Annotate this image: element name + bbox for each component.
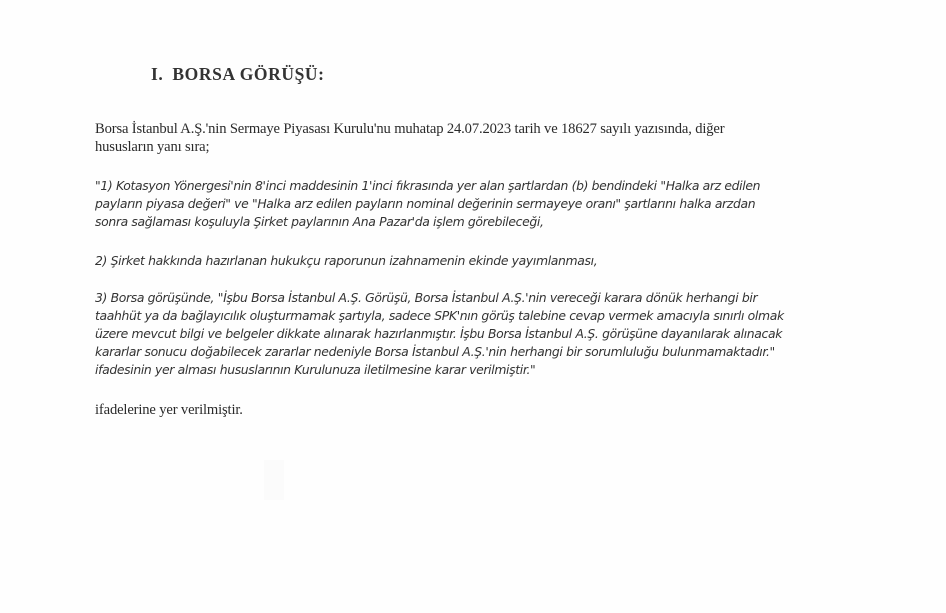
scan-artifact — [264, 460, 284, 500]
item-1-line-3: sonra sağlaması koşuluyla Şirket paylarının Ana Pazar'da işlem görebileceği, — [95, 214, 544, 229]
item-2-line-1: 2) Şirket hakkında hazırlanan hukukçu raporunun izahnamenin ekinde yayımlanması, — [95, 253, 598, 268]
item-3-line-1: 3) Borsa görüşünde, "İşbu Borsa İstanbul A.Ş. Görüşü, Borsa İstanbul A.Ş.'nin vereceği karara dönük herhangi bir — [95, 290, 758, 305]
item-1-line-1: "1) Kotasyon Yönergesi'nin 8'inci maddesinin 1'inci fıkrasında yer alan şartlardan (b) bendindeki "Halka arz edilen — [95, 178, 761, 193]
section-title: BORSA GÖRÜŞÜ: — [172, 64, 325, 84]
intro-line-1: Borsa İstanbul A.Ş.'nin Sermaye Piyasası Kurulu'nu muhatap 24.07.2023 tarih ve 18627 sayılı yazısında, diğer — [95, 121, 725, 137]
item-3-line-5: ifadesinin yer alması hususlarının Kurulunuza iletilmesine karar verilmiştir." — [95, 362, 536, 377]
section-heading — [151, 64, 325, 85]
intro-line-2: hususların yanı sıra; — [95, 139, 210, 155]
section-number: I. — [151, 64, 164, 84]
item-1-line-2: payların piyasa değeri" ve "Halka arz edilen payların nominal değerinin sermayeye oranı" şartlarını halka arzdan — [95, 196, 756, 211]
closing-line: ifadelerine yer verilmiştir. — [95, 402, 243, 418]
item-3-line-4: kararlar sonucu doğabilecek zararlar nedeniyle Borsa İstanbul A.Ş.'nin herhangi bir sorumluluğu bulunmamaktadır." — [95, 344, 775, 359]
item-3-line-3: üzere mevcut bilgi ve belgeler dikkate alınarak hazırlanmıştır. İşbu Borsa İstanbul A.Ş. görüşüne dayanılarak alınacak — [95, 326, 783, 341]
item-3-line-2: taahhüt ya da bağlayıcılık oluşturmamak şartıyla, sadece SPK'nın görüş talebine cevap vermek amacıyla sınırlı olmak — [95, 308, 784, 323]
